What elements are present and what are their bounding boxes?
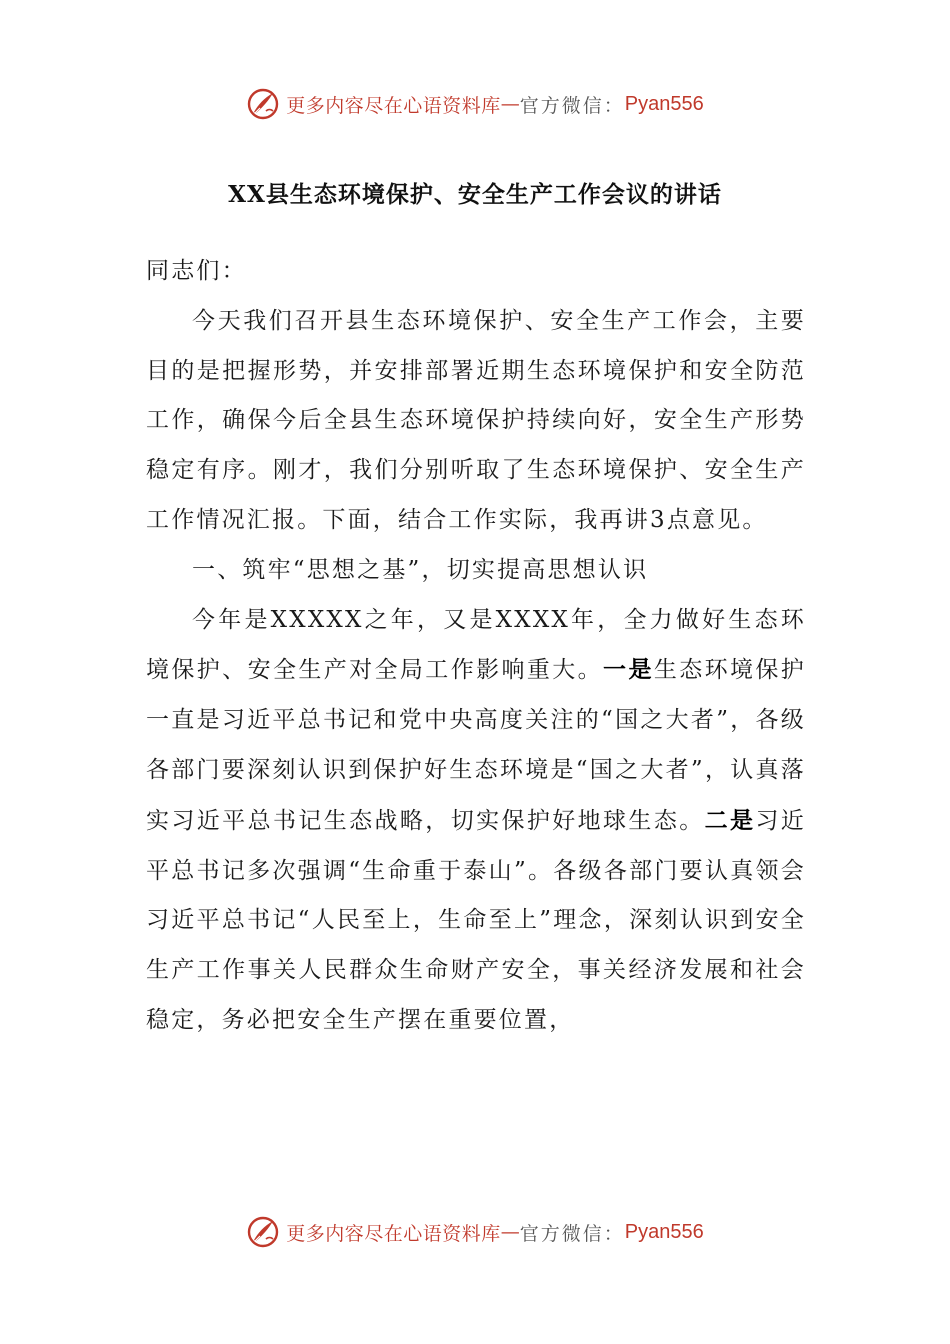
watermark-site-text: 更多内容尽在心语资料库 bbox=[286, 94, 501, 117]
point-label-1: 一是 bbox=[603, 656, 654, 684]
watermark-separator: — bbox=[500, 93, 520, 115]
quill-pen-logo-icon bbox=[246, 87, 280, 121]
quill-pen-logo-icon bbox=[246, 1215, 280, 1249]
point-text-2: 习近平总书记多次强调“生命重于泰山”。各级各部门要认真领会习近平总书记“人民至上，生命至上”理念，深刻认识到安全生产工作事关人民群众生命财产安全，事关经济发展和社会稳定，务必把安全生产摆在重要位置， bbox=[146, 807, 806, 1033]
header-watermark bbox=[0, 84, 950, 124]
salutation: 同志们： bbox=[146, 258, 247, 284]
watermark-label: 官方微信： bbox=[519, 1222, 625, 1245]
document-title: XX县生态环境保护、安全生产工作会议的讲话 bbox=[228, 181, 722, 208]
watermark-wechat-id: Pyan556 bbox=[624, 1220, 704, 1243]
point-text-1: 生态环境保护一直是习近平总书记和党中央高度关注的“国之大者”，各级各部门要深刻认识到保护好生态环境是“国之大者”，认真落实习近平总书记生态战略，切实保护好地球生态。 bbox=[146, 657, 807, 834]
paragraph-section-1-intro: 今年是XXXXX之年，又是XXXX年，全力做好生态环境保护、安全生产对全局工作影响重大。 bbox=[146, 606, 806, 684]
watermark-wechat-id: Pyan556 bbox=[624, 92, 704, 115]
document-body bbox=[146, 247, 806, 1046]
watermark-label: 官方微信： bbox=[519, 94, 625, 117]
point-label-2: 二是 bbox=[704, 806, 756, 834]
paragraph-section-1 bbox=[146, 596, 806, 1046]
footer-watermark bbox=[0, 1212, 950, 1252]
paragraph-intro: 今天我们召开县生态环境保护、安全生产工作会，主要目的是把握形势，并安排部署近期生态环境保护和安全防范工作，确保今后全县生态环境保护持续向好，安全生产形势稳定有序。刚才，我们分别听取了生态环境保护、安全生产工作情况汇报。下面，结合工作实际，我再讲3点意见。 bbox=[146, 307, 806, 533]
section-heading-1: 一、筑牢“思想之基”，切实提高思想认识 bbox=[192, 556, 649, 583]
watermark-separator: — bbox=[500, 1221, 520, 1243]
watermark-site-text: 更多内容尽在心语资料库 bbox=[286, 1222, 501, 1245]
